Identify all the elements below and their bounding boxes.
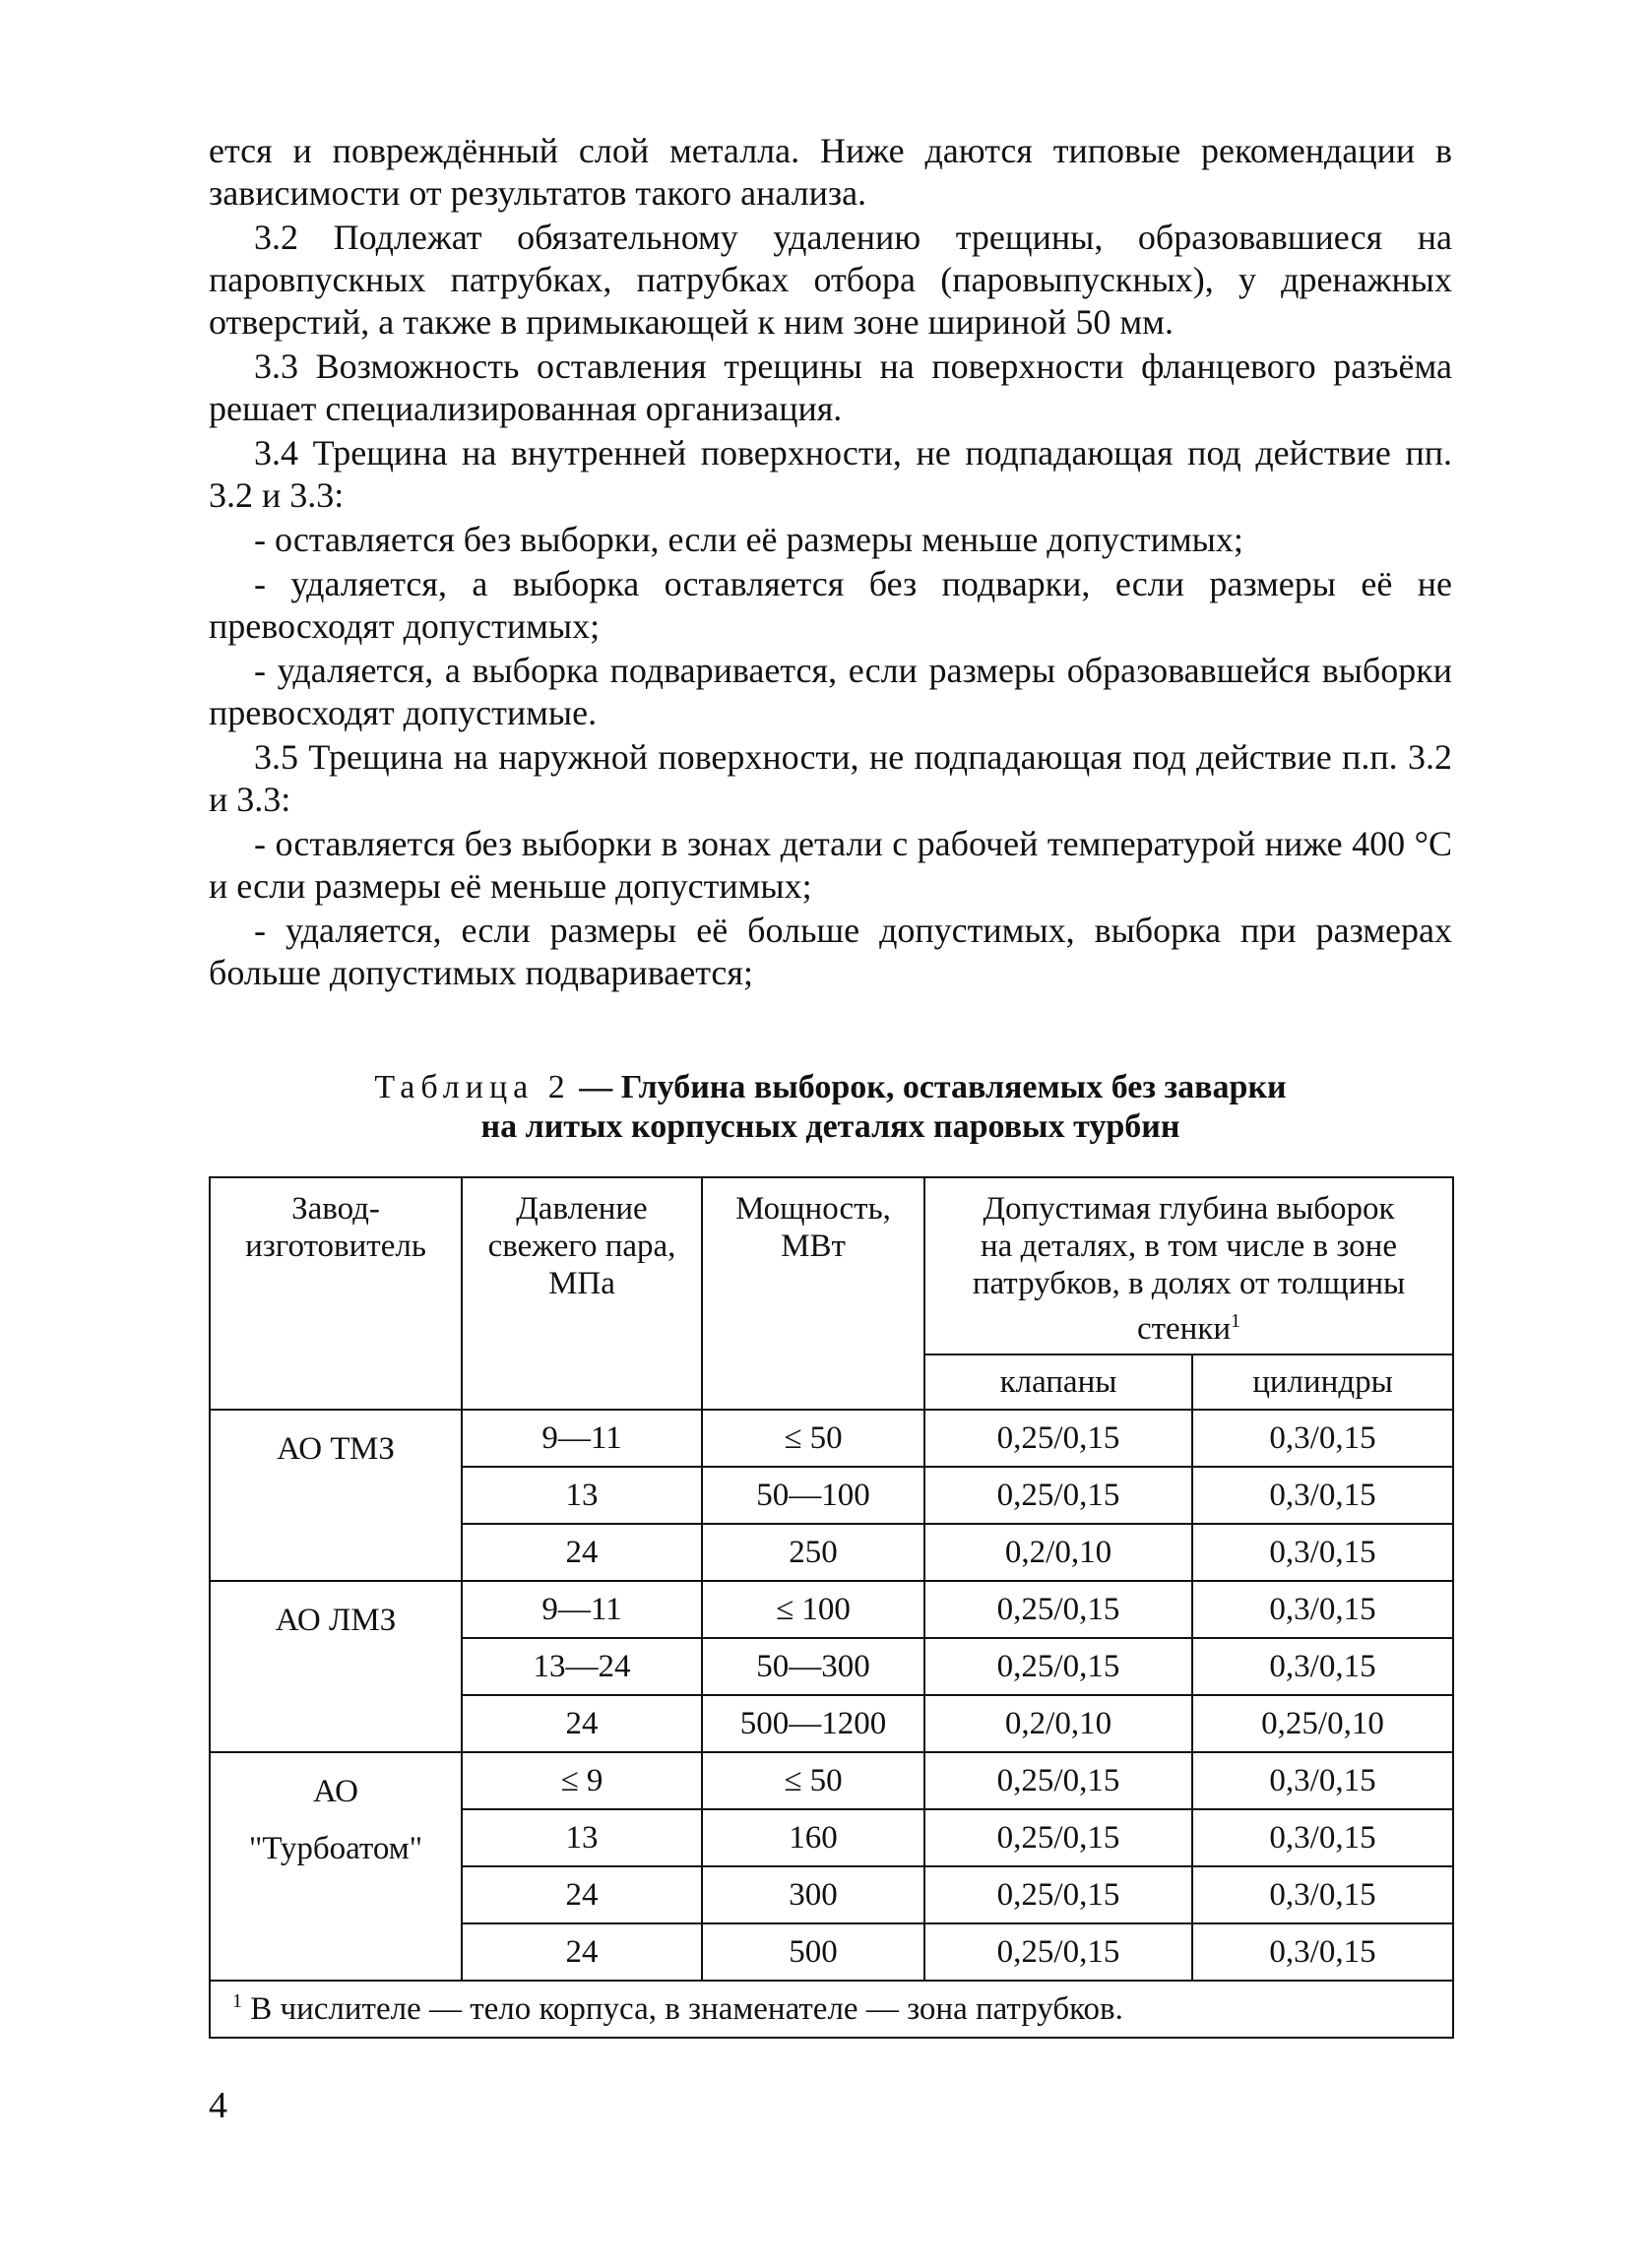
cylinders-cell: 0,3/0,15 (1192, 1809, 1453, 1866)
header-cylinders: цилиндры (1192, 1354, 1453, 1410)
pressure-cell: 24 (462, 1923, 702, 1981)
table-caption-prefix: Таблица 2 (374, 1069, 571, 1105)
pressure-cell: 24 (462, 1866, 702, 1923)
power-cell: 250 (702, 1524, 924, 1581)
valves-cell: 0,25/0,15 (924, 1809, 1192, 1866)
pressure-cell: 13 (462, 1467, 702, 1524)
power-cell: 50—300 (702, 1638, 924, 1695)
pressure-cell: ≤ 9 (462, 1752, 702, 1809)
manufacturer-cell: АО "Турбоатом" (210, 1752, 462, 1981)
cylinders-cell: 0,3/0,15 (1192, 1524, 1453, 1581)
body-text (209, 130, 1452, 994)
list-item: - удаляется, если размеры её больше допустимых, выборка при размерах больше допустимых подваривается; (209, 911, 1452, 992)
list-item: - удаляется, а выборка подваривается, если размеры образовавшейся выборки превосходят допустимые. (209, 651, 1452, 732)
table-row (210, 1581, 1453, 1638)
cylinders-cell: 0,3/0,15 (1192, 1467, 1453, 1524)
paragraph-continuation: ется и повреждённый слой металла. Ниже даются типовые рекомендации в зависимости от результатов такого анализа. (209, 131, 1452, 213)
cylinders-cell: 0,25/0,10 (1192, 1695, 1453, 1752)
cylinders-cell: 0,3/0,15 (1192, 1923, 1453, 1981)
pressure-cell: 24 (462, 1695, 702, 1752)
valves-cell: 0,25/0,15 (924, 1581, 1192, 1638)
header-manufacturer: Завод- изготовитель (210, 1177, 462, 1410)
power-cell: 50—100 (702, 1467, 924, 1524)
header-pressure: Давление свежего пара, МПа (462, 1177, 702, 1410)
valves-cell: 0,25/0,15 (924, 1752, 1192, 1809)
cylinders-cell: 0,3/0,15 (1192, 1866, 1453, 1923)
header-valves: клапаны (924, 1354, 1192, 1410)
valves-cell: 0,25/0,15 (924, 1410, 1192, 1467)
pressure-cell: 9—11 (462, 1410, 702, 1467)
power-cell: 160 (702, 1809, 924, 1866)
table-footnote (210, 1981, 1453, 2038)
paragraph-3-5: 3.5 Трещина на наружной поверхности, не подпадающая под действие п.п. 3.2 и 3.3: (209, 737, 1452, 819)
paragraph-3-3: 3.3 Возможность оставления трещины на поверхности фланцевого разъёма решает специализированная организация. (209, 346, 1452, 428)
table-caption-title-line2: на литых корпусных деталях паровых турбин (480, 1108, 1180, 1145)
power-cell: 500—1200 (702, 1695, 924, 1752)
table-row (210, 1752, 1453, 1809)
footnote-reference: 1 (1231, 1310, 1241, 1332)
page-number: 4 (209, 2085, 227, 2126)
manufacturer-cell: АО ТМЗ (210, 1410, 462, 1581)
valves-cell: 0,25/0,15 (924, 1638, 1192, 1695)
manufacturer-cell: АО ЛМЗ (210, 1581, 462, 1752)
valves-cell: 0,2/0,10 (924, 1524, 1192, 1581)
power-cell: 300 (702, 1866, 924, 1923)
cylinders-cell: 0,3/0,15 (1192, 1410, 1453, 1467)
pressure-cell: 13 (462, 1809, 702, 1866)
header-allowed-depth: Допустимая глубина выборок на деталях, в том числе в зоне патрубков, в долях от толщины стенки$^1$ (924, 1177, 1453, 1354)
depth-table (209, 1176, 1454, 2039)
pressure-cell: 13—24 (462, 1638, 702, 1695)
power-cell: ≤ 50 (702, 1410, 924, 1467)
pressure-cell: 24 (462, 1524, 702, 1581)
valves-cell: 0,25/0,15 (924, 1866, 1192, 1923)
power-cell: ≤ 100 (702, 1581, 924, 1638)
table-caption-title-line1: — Глубина выборок, оставляемых без заварки (570, 1069, 1287, 1105)
table-caption (209, 1068, 1452, 1147)
header-power: Мощность, МВт (702, 1177, 924, 1410)
paragraph-3-4: 3.4 Трещина на внутренней поверхности, не подпадающая под действие пп. 3.2 и 3.3: (209, 433, 1452, 515)
power-cell: ≤ 50 (702, 1752, 924, 1809)
table-row (210, 1410, 1453, 1467)
pressure-cell: 9—11 (462, 1581, 702, 1638)
list-item: - оставляется без выборки в зонах детали с рабочей температурой ниже 400 °С и если размеры её меньше допустимых; (209, 824, 1452, 906)
footnote-mark: 1 (232, 1990, 242, 2012)
cylinders-cell: 0,3/0,15 (1192, 1752, 1453, 1809)
valves-cell: 0,2/0,10 (924, 1695, 1192, 1752)
list-item: - оставляется без выборки, если её размеры меньше допустимых; (254, 520, 1243, 559)
footnote-row (210, 1981, 1453, 2038)
cylinders-cell: 0,3/0,15 (1192, 1638, 1453, 1695)
power-cell: 500 (702, 1923, 924, 1981)
cylinders-cell: 0,3/0,15 (1192, 1581, 1453, 1638)
list-item: - удаляется, а выборка оставляется без подварки, если размеры её не превосходят допустимых; (209, 564, 1452, 646)
footnote-text: В числителе — тело корпуса, в знаменателе — зона патрубков. (242, 1991, 1123, 2027)
valves-cell: 0,25/0,15 (924, 1467, 1192, 1524)
paragraph-3-2: 3.2 Подлежат обязательному удалению трещины, образовавшиеся на паровпускных патрубках, патрубках отбора (паровыпускных), у дренажных отверстий, а также в примыкающей к ним зоне шириной 50 мм. (209, 218, 1452, 342)
valves-cell: 0,25/0,15 (924, 1923, 1192, 1981)
